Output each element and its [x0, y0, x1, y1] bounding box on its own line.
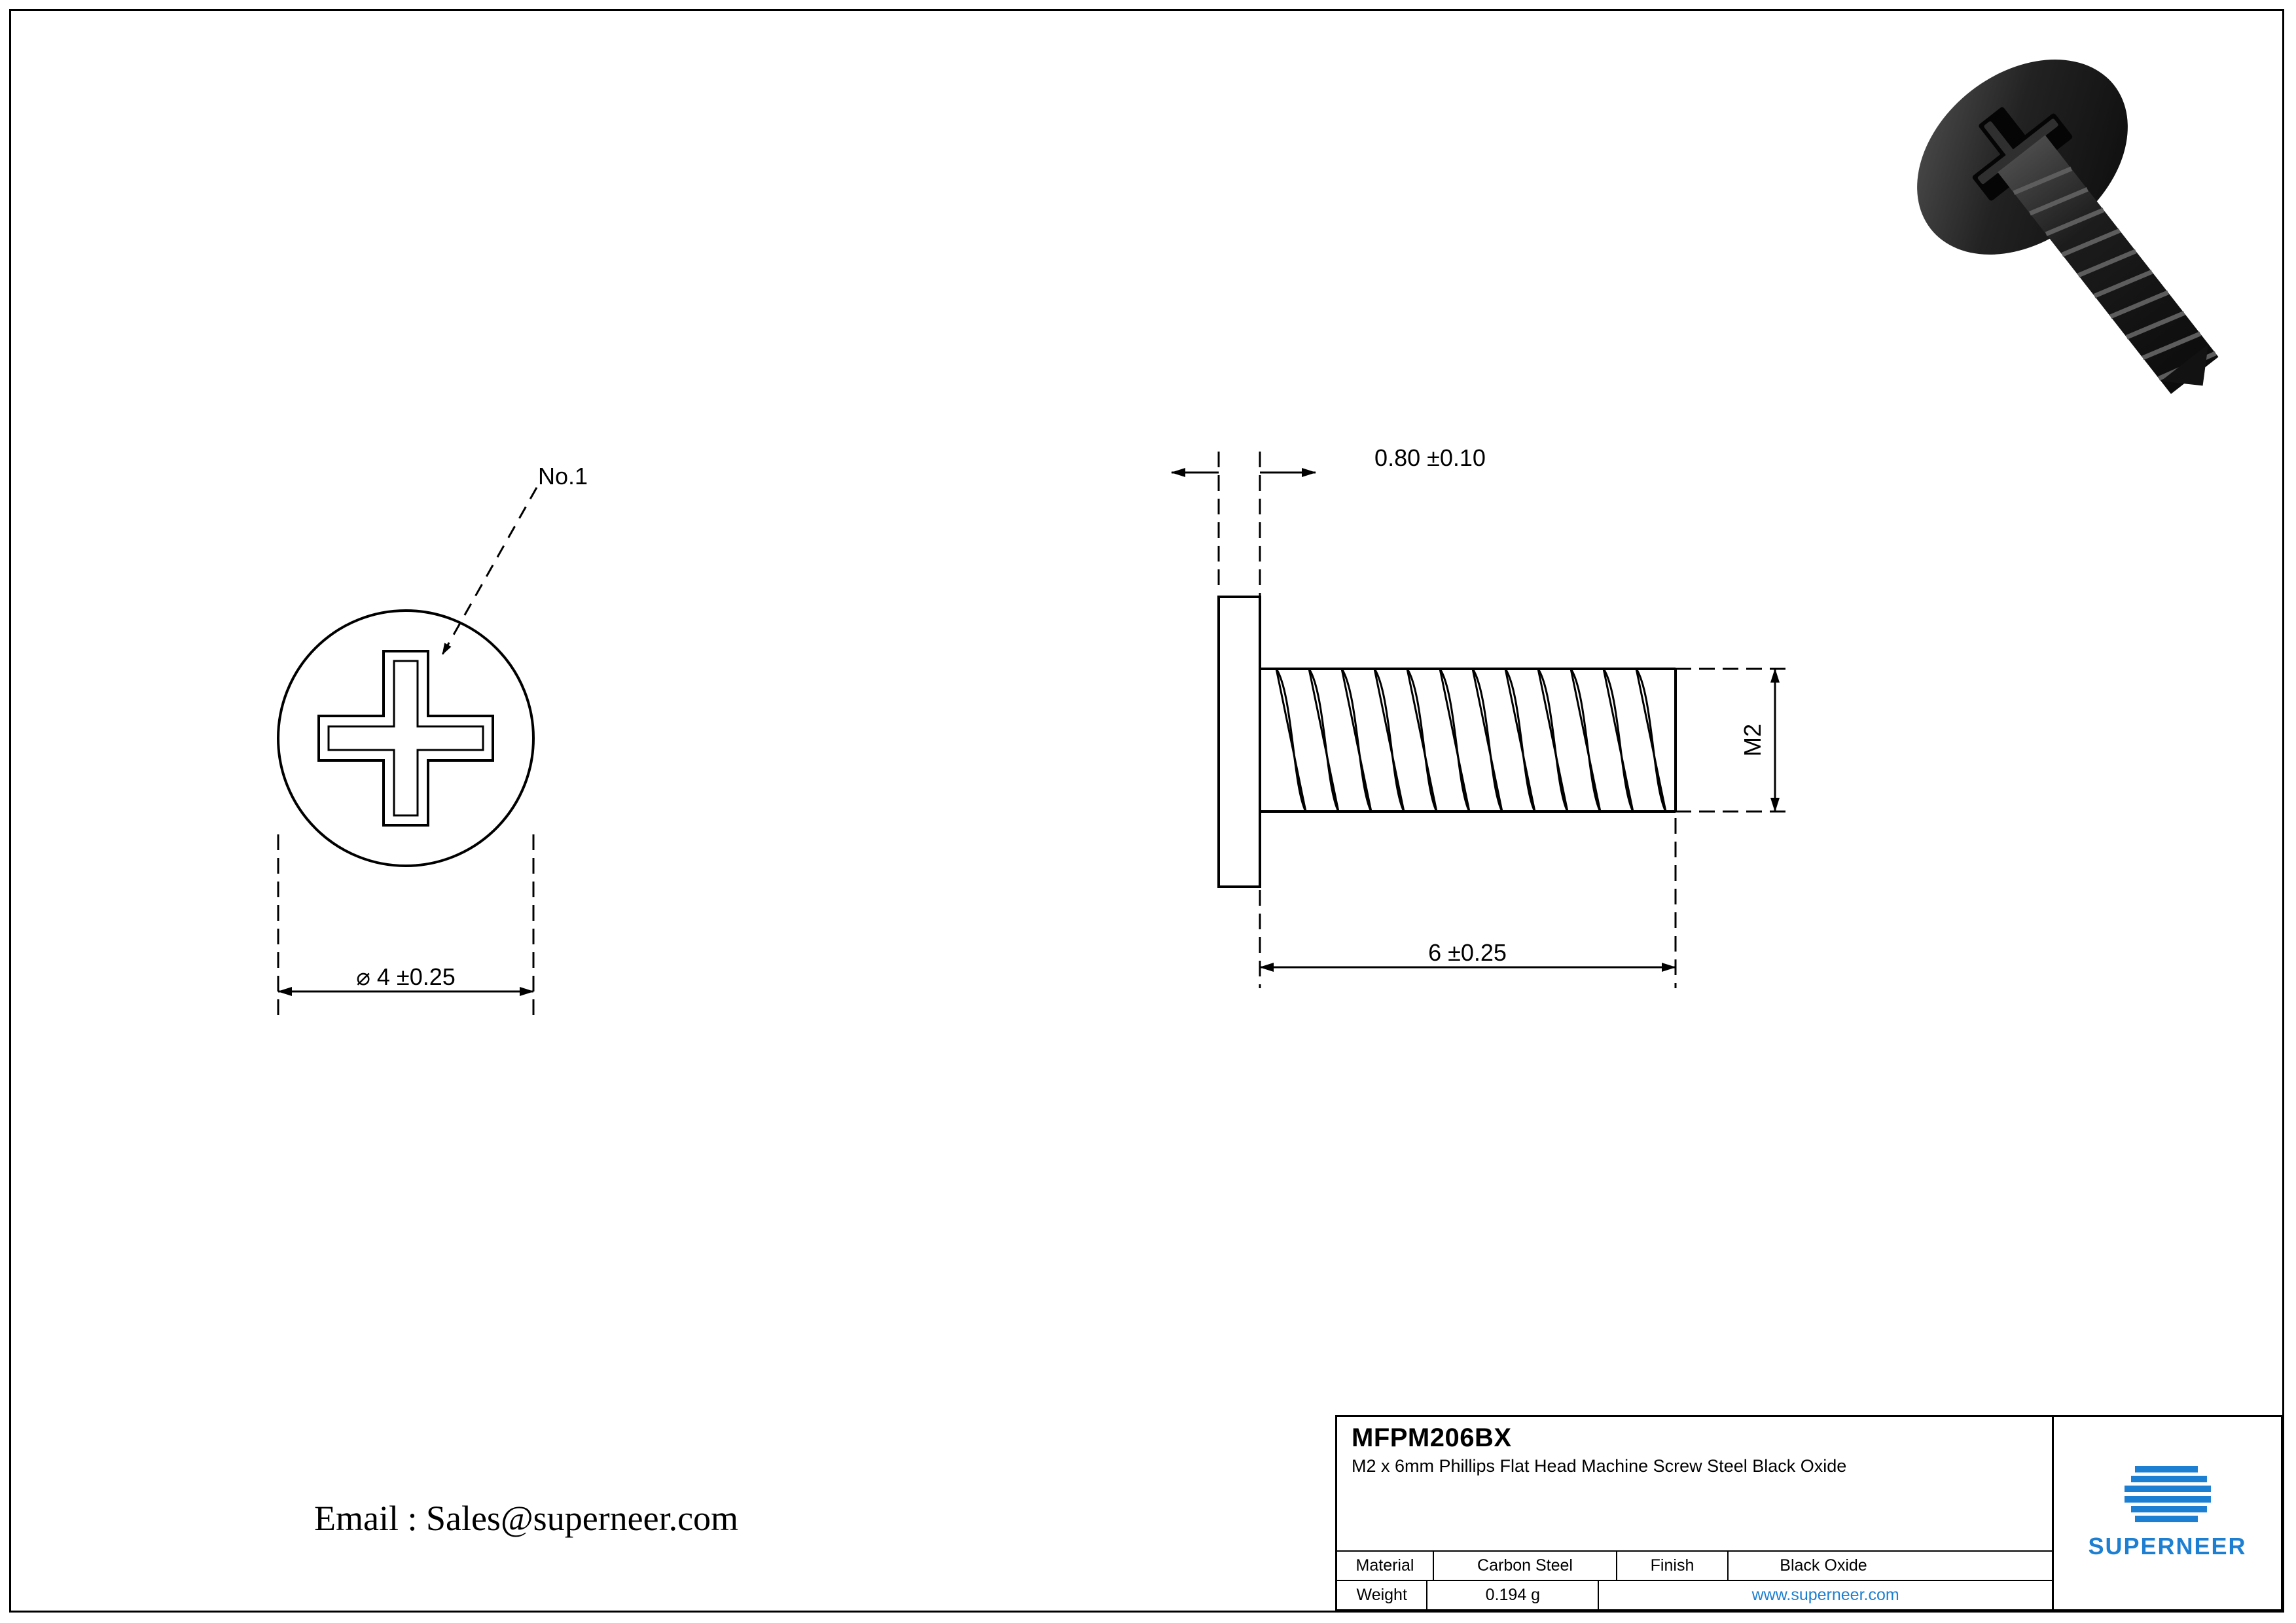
screw-pictorial	[1879, 20, 2227, 404]
part-number: MFPM206BX	[1352, 1423, 1512, 1452]
email-text: Email : Sales@superneer.com	[314, 1499, 739, 1538]
callout-leader	[442, 488, 537, 654]
website-link[interactable]: www.superneer.com	[1751, 1586, 1899, 1604]
material-value: Carbon Steel	[1434, 1552, 1617, 1580]
title-block-left	[1337, 1417, 2054, 1609]
spec-table	[1337, 1550, 2052, 1609]
part-description: M2 x 6mm Phillips Flat Head Machine Screw Steel Black Oxide	[1352, 1456, 1847, 1476]
head-thickness-label: 0.80 ±0.10	[1374, 444, 1486, 471]
side-view	[1219, 597, 1676, 887]
weight-label: Weight	[1337, 1581, 1427, 1609]
material-label: Material	[1337, 1552, 1434, 1580]
head-thickness-dimension	[1172, 452, 1316, 654]
thread-size-label: M2	[1739, 723, 1766, 757]
logo-mark-icon	[2125, 1466, 2211, 1522]
finish-value: Black Oxide	[1780, 1556, 1867, 1575]
length-dimension-label: 6 ±0.25	[1428, 939, 1507, 966]
title-block	[1335, 1415, 2283, 1611]
logo-text: SUPERNEER	[2088, 1533, 2247, 1560]
finish-label: Finish	[1617, 1552, 1729, 1580]
callout-label: No.1	[538, 463, 588, 490]
title-block-right	[2054, 1417, 2281, 1609]
diameter-dimension-label: ⌀ 4 ±0.25	[356, 963, 456, 990]
weight-value: 0.194 g	[1427, 1581, 1599, 1609]
company-logo	[2088, 1466, 2246, 1560]
table-row	[1337, 1552, 2052, 1580]
front-view	[278, 611, 533, 866]
thread-size-dimension	[1676, 669, 1793, 812]
table-row	[1337, 1580, 2052, 1609]
diameter-dimension	[278, 834, 533, 1021]
